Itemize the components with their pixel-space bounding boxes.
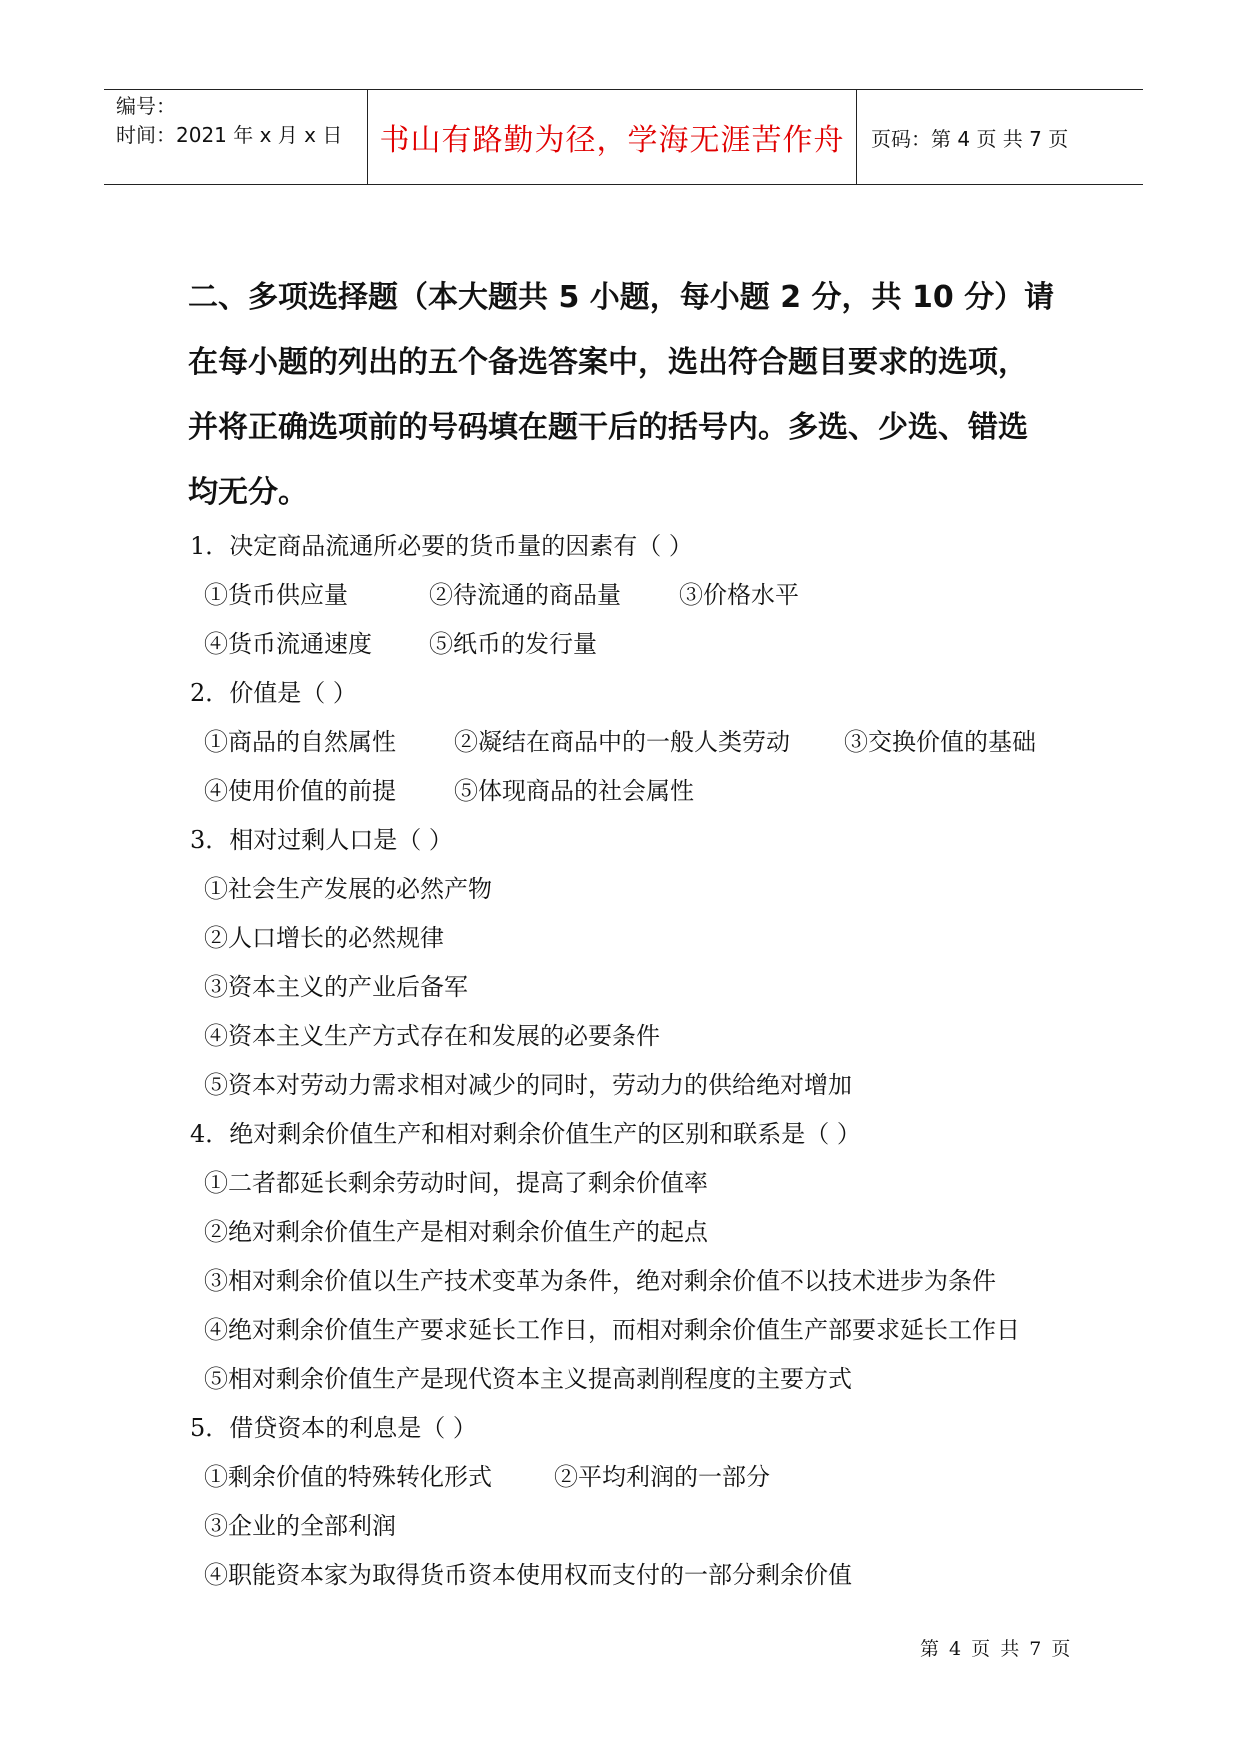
option: ②人口增长的必然规律 [204, 924, 444, 952]
option-row [190, 620, 1090, 669]
question-stem: 4．绝对剩余价值生产和相对剩余价值生产的区别和联系是（ ） [190, 1120, 861, 1148]
option-row [190, 963, 1090, 1012]
option: ③价格水平 [679, 581, 799, 609]
option-row [190, 1208, 1090, 1257]
option: ②绝对剩余价值生产是相对剩余价值生产的起点 [204, 1218, 708, 1246]
question-stem: 2．价值是（ ） [190, 679, 357, 707]
option: ③交换价值的基础 [844, 728, 1036, 756]
section-title-line: 在每小题的列出的五个备选答案中，选出符合题目要求的选项， [188, 345, 1028, 380]
option: ④使用价值的前提 [204, 777, 396, 805]
option: ①货币供应量 [204, 581, 348, 609]
option: ④绝对剩余价值生产要求延长工作日，而相对剩余价值生产部要求延长工作日 [204, 1316, 1020, 1344]
option: ③企业的全部利润 [204, 1512, 396, 1540]
header-time-label: 时间：2021 年 x 月 x 日 [116, 123, 343, 147]
option: ①二者都延长剩余劳动时间，提高了剩余价值率 [204, 1169, 708, 1197]
option-row [190, 571, 1090, 620]
option-row [190, 1257, 1090, 1306]
header-number-label: 编号： [116, 94, 176, 118]
option-row [190, 1453, 1090, 1502]
option: ①社会生产发展的必然产物 [204, 875, 492, 903]
option-row [190, 767, 1090, 816]
option: ⑤相对剩余价值生产是现代资本主义提高剥削程度的主要方式 [204, 1365, 852, 1393]
option: ①剩余价值的特殊转化形式 [204, 1463, 492, 1491]
header-motto: 书山有路勤为径，学海无涯苦作舟 [368, 90, 857, 184]
option: ⑤体现商品的社会属性 [454, 777, 694, 805]
section-title-line: 均无分。 [188, 475, 308, 510]
option-row [190, 1159, 1090, 1208]
option: ④货币流通速度 [204, 630, 372, 658]
option: ②平均利润的一部分 [554, 1463, 770, 1491]
page-header [104, 89, 1143, 185]
question-stem: 1．决定商品流通所必要的货币量的因素有（ ） [190, 532, 693, 560]
option: ⑤资本对劳动力需求相对减少的同时，劳动力的供给绝对增加 [204, 1071, 852, 1099]
question-list [190, 522, 1090, 1600]
option: ②待流通的商品量 [429, 581, 621, 609]
option-row [190, 1502, 1090, 1551]
option: ③相对剩余价值以生产技术变革为条件，绝对剩余价值不以技术进步为条件 [204, 1267, 996, 1295]
header-page-label: 页码：第 4 页 共 7 页 [871, 126, 1069, 151]
section-title [188, 265, 1068, 525]
question-stem: 5．借贷资本的利息是（ ） [190, 1414, 477, 1442]
header-meta [104, 90, 368, 184]
option-row [190, 1012, 1090, 1061]
option-row [190, 914, 1090, 963]
option: ④资本主义生产方式存在和发展的必要条件 [204, 1022, 660, 1050]
section-title-line: 二、多项选择题（本大题共 5 小题，每小题 2 分，共 10 分）请 [188, 280, 1055, 315]
option-row [190, 1306, 1090, 1355]
option: ①商品的自然属性 [204, 728, 396, 756]
page-footer: 第 4 页 共 7 页 [920, 1638, 1073, 1660]
option-row [190, 1061, 1090, 1110]
option-row [190, 1551, 1090, 1600]
option-row [190, 865, 1090, 914]
option-row [190, 718, 1090, 767]
option: ③资本主义的产业后备军 [204, 973, 468, 1001]
option-row [190, 1355, 1090, 1404]
section-title-line: 并将正确选项前的号码填在题干后的括号内。多选、少选、错选 [188, 410, 1028, 445]
question-stem: 3．相对过剩人口是（ ） [190, 826, 453, 854]
option: ②凝结在商品中的一般人类劳动 [454, 728, 790, 756]
option: ④职能资本家为取得货币资本使用权而支付的一部分剩余价值 [204, 1561, 852, 1589]
option: ⑤纸币的发行量 [429, 630, 597, 658]
